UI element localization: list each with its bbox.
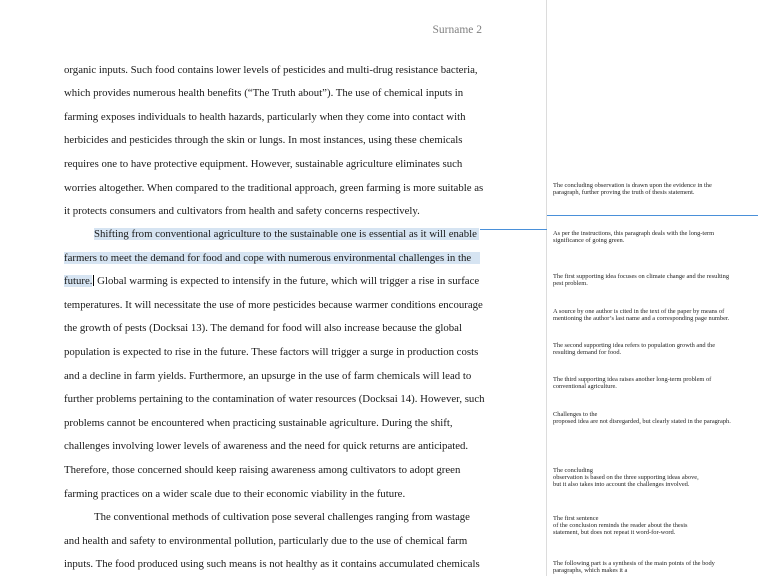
- comment-text: A source by one author is cited in the text of the paper by means of: [553, 308, 725, 315]
- comments-margin: [547, 0, 758, 576]
- body-line[interactable]: population is expected to rise in the future. These factors will trigger a surge in production costs: [64, 346, 479, 358]
- comment-text: significance of going green.: [553, 237, 625, 244]
- highlighted-body-line[interactable]: farmers to meet the demand for food and cope with numerous environmental challenges in the: [64, 252, 480, 264]
- body-line[interactable]: temperatures. It will necessitate the use of more pesticides because warmer conditions encourage: [64, 299, 483, 311]
- body-line[interactable]: and a decline in farm yields. Furthermore, an upsurge in the use of farm chemicals will lead to: [64, 370, 472, 382]
- body-line[interactable]: further problems pertaining to the contamination of water resources (Docksai 14). However, such: [64, 393, 485, 405]
- body-text[interactable]: Global warming is expected to intensify in the future, which will trigger a rise in surface: [94, 275, 480, 287]
- body-line[interactable]: farming exposes individuals to health hazards, particularly when they come into contact with: [64, 111, 466, 123]
- comment-text: The concluding observation is drawn upon the evidence in the: [553, 182, 712, 189]
- comment-bubble-active[interactable]: [553, 230, 753, 244]
- comment-connector-line: [480, 229, 547, 230]
- body-line[interactable]: the growth of pests (Docksai 13). The demand for food will also increase because the global: [64, 322, 462, 334]
- comment-text: mentioning the author’s last name and a corresponding page number.: [553, 315, 730, 322]
- comment-text: As per the instructions, this paragraph deals with the long-term: [553, 230, 715, 237]
- body-line[interactable]: herbicides and pesticides through the skin or lungs. In most instances, using these chemicals: [64, 134, 463, 146]
- comment-bubble[interactable]: [553, 308, 753, 322]
- body-line[interactable]: requires one to have protective equipment. However, sustainable agriculture eliminates such: [64, 158, 463, 170]
- comment-text: proposed idea are not disregarded, but clearly stated in the paragraph.: [553, 418, 731, 425]
- body-line[interactable]: which provides numerous health benefits (“The Truth about”). The use of chemical inputs in: [64, 87, 464, 99]
- comment-text: The following part is a synthesis of the main points of the body: [553, 560, 715, 567]
- comment-text: observation is based on the three supporting ideas above,: [553, 474, 699, 481]
- body-line[interactable]: and health and safety to environmental pollution, particularly due to the use of chemical farm: [64, 535, 468, 547]
- comment-bubble[interactable]: [553, 273, 753, 287]
- comment-bubble[interactable]: [553, 376, 753, 390]
- comment-bubble[interactable]: [553, 411, 753, 425]
- comment-bubble[interactable]: [553, 560, 753, 574]
- body-line[interactable]: organic inputs. Such food contains lower levels of pesticides and multi-drug resistance bacteria,: [64, 64, 478, 76]
- body-line[interactable]: problems cannot be encountered when practicing sustainable agriculture. During the shift,: [64, 417, 453, 429]
- body-line[interactable]: it protects consumers and cultivators from health and safety concerns respectively.: [64, 205, 420, 217]
- comment-text: The second supporting idea refers to population growth and the: [553, 342, 716, 349]
- comment-text: statement, but does not repeat it word-for-word.: [553, 529, 676, 536]
- comment-text: paragraphs, which makes it a: [553, 567, 628, 574]
- comment-text: resulting demand for food.: [553, 349, 622, 356]
- comment-text: Challenges to the: [553, 411, 598, 418]
- comment-text: of the conclusion reminds the reader about the thesis: [553, 522, 688, 529]
- comment-bubble[interactable]: [553, 182, 753, 196]
- body-line[interactable]: worries altogether. When compared to the traditional approach, green farming is more suitable as: [64, 182, 484, 194]
- body-line[interactable]: farming practices on a wider scale due to their economic viability in the future.: [64, 488, 406, 500]
- comment-text: but it also takes into account the challenges involved.: [553, 481, 690, 488]
- body-line[interactable]: [64, 275, 479, 287]
- comment-text: The third supporting idea raises another long-term problem of: [553, 376, 712, 383]
- highlighted-text[interactable]: future.: [64, 275, 93, 287]
- body-line[interactable]: challenges involving lower levels of awareness and the need for quick returns are anticipated.: [64, 440, 469, 452]
- page-header: Surname 2: [432, 24, 482, 36]
- comment-text: The first supporting idea focuses on climate change and the resulting: [553, 273, 730, 280]
- highlighted-body-line[interactable]: Shifting from conventional agriculture to the sustainable one is essential as it will enable: [94, 228, 479, 240]
- comment-text: The concluding: [553, 467, 593, 474]
- comment-bubble[interactable]: [553, 342, 753, 356]
- comment-text: pest problem.: [553, 280, 588, 287]
- comment-text: The first sentence: [553, 515, 599, 522]
- comment-connector-line: [547, 215, 758, 216]
- comment-text: paragraph, further proving the truth of thesis statement.: [553, 189, 695, 196]
- comment-bubble[interactable]: [553, 515, 753, 536]
- body-line[interactable]: inputs. The food produced using such means is not healthy as it contains accumulated chemicals: [64, 558, 480, 570]
- comment-text: conventional agriculture.: [553, 383, 617, 390]
- body-line[interactable]: Therefore, those concerned should keep raising awareness among cultivators to adopt green: [64, 464, 461, 476]
- comment-bubble[interactable]: [553, 467, 753, 488]
- body-line[interactable]: The conventional methods of cultivation pose several challenges ranging from wastage: [94, 511, 470, 523]
